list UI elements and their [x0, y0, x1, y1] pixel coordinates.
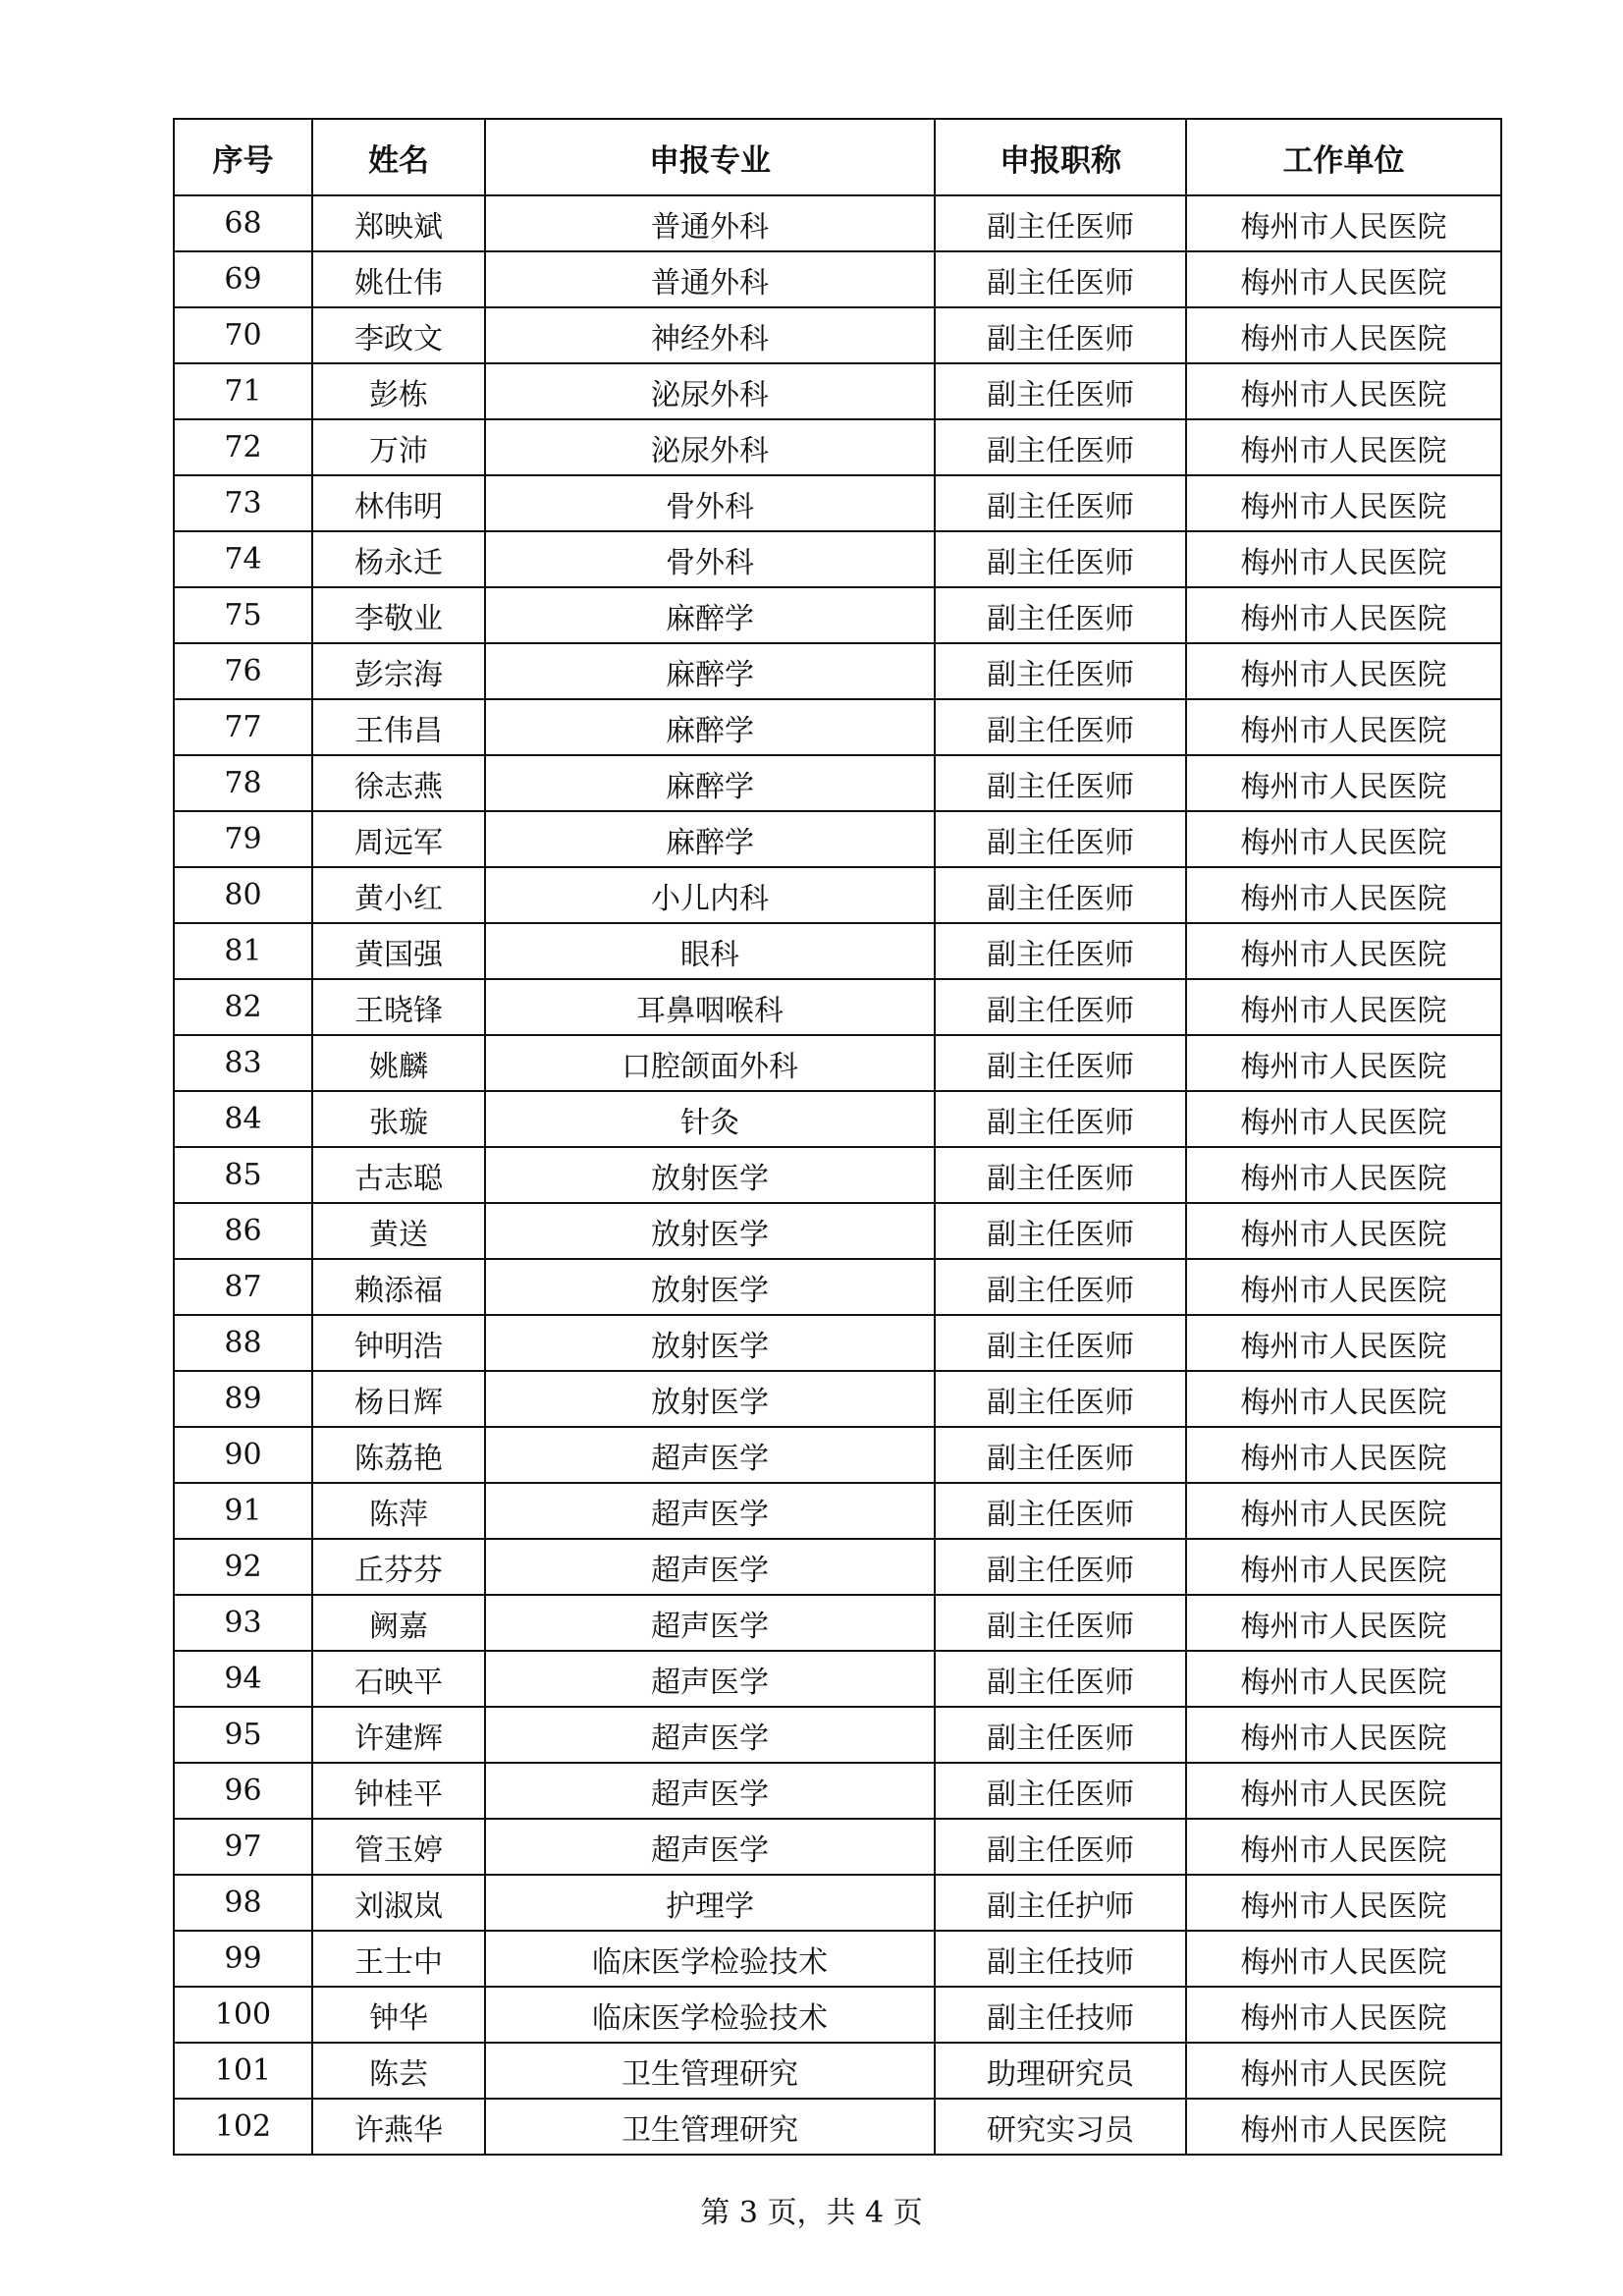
table-row	[174, 1315, 1501, 1371]
cell-name: 阙嘉	[312, 1595, 485, 1651]
table-row	[174, 195, 1501, 251]
cell-serial-number: 76	[174, 643, 312, 699]
cell-specialty: 临床医学检验技术	[485, 1931, 935, 1987]
table-row	[174, 1595, 1501, 1651]
cell-specialty: 泌尿外科	[485, 363, 935, 419]
cell-work-unit: 梅州市人民医院	[1186, 1539, 1501, 1595]
header-professional-title: 申报职称	[935, 119, 1186, 195]
cell-work-unit: 梅州市人民医院	[1186, 1035, 1501, 1091]
cell-name: 许建辉	[312, 1707, 485, 1763]
table-row	[174, 1035, 1501, 1091]
cell-specialty: 泌尿外科	[485, 419, 935, 475]
cell-professional-title: 副主任医师	[935, 1315, 1186, 1371]
table-row	[174, 1259, 1501, 1315]
cell-work-unit: 梅州市人民医院	[1186, 1819, 1501, 1875]
cell-name: 彭宗海	[312, 643, 485, 699]
cell-specialty: 麻醉学	[485, 811, 935, 867]
table-row	[174, 1875, 1501, 1931]
cell-professional-title: 副主任医师	[935, 811, 1186, 867]
cell-work-unit: 梅州市人民医院	[1186, 1651, 1501, 1707]
table-row	[174, 1371, 1501, 1427]
cell-work-unit: 梅州市人民医院	[1186, 195, 1501, 251]
cell-serial-number: 89	[174, 1371, 312, 1427]
cell-specialty: 超声医学	[485, 1483, 935, 1539]
table-row	[174, 643, 1501, 699]
cell-serial-number: 79	[174, 811, 312, 867]
cell-work-unit: 梅州市人民医院	[1186, 1315, 1501, 1371]
cell-work-unit: 梅州市人民医院	[1186, 1147, 1501, 1203]
cell-professional-title: 副主任医师	[935, 1483, 1186, 1539]
cell-professional-title: 副主任医师	[935, 307, 1186, 363]
cell-work-unit: 梅州市人民医院	[1186, 755, 1501, 811]
header-serial-number: 序号	[174, 119, 312, 195]
cell-work-unit: 梅州市人民医院	[1186, 1483, 1501, 1539]
cell-professional-title: 副主任医师	[935, 531, 1186, 587]
cell-specialty: 超声医学	[485, 1651, 935, 1707]
table-row	[174, 1987, 1501, 2043]
cell-work-unit: 梅州市人民医院	[1186, 475, 1501, 531]
cell-serial-number: 72	[174, 419, 312, 475]
cell-name: 杨永迁	[312, 531, 485, 587]
cell-specialty: 护理学	[485, 1875, 935, 1931]
cell-specialty: 普通外科	[485, 195, 935, 251]
cell-work-unit: 梅州市人民医院	[1186, 307, 1501, 363]
cell-name: 杨日辉	[312, 1371, 485, 1427]
table-row	[174, 1091, 1501, 1147]
cell-specialty: 超声医学	[485, 1539, 935, 1595]
cell-professional-title: 副主任医师	[935, 1427, 1186, 1483]
cell-serial-number: 99	[174, 1931, 312, 1987]
table-row	[174, 1763, 1501, 1819]
cell-work-unit: 梅州市人民医院	[1186, 1371, 1501, 1427]
cell-professional-title: 副主任医师	[935, 195, 1186, 251]
cell-professional-title: 助理研究员	[935, 2043, 1186, 2099]
cell-name: 万沛	[312, 419, 485, 475]
cell-professional-title: 副主任医师	[935, 867, 1186, 923]
cell-specialty: 骨外科	[485, 531, 935, 587]
cell-name: 石映平	[312, 1651, 485, 1707]
cell-serial-number: 91	[174, 1483, 312, 1539]
cell-serial-number: 80	[174, 867, 312, 923]
cell-specialty: 放射医学	[485, 1147, 935, 1203]
cell-specialty: 普通外科	[485, 251, 935, 307]
cell-serial-number: 82	[174, 979, 312, 1035]
cell-serial-number: 87	[174, 1259, 312, 1315]
table-row	[174, 1819, 1501, 1875]
table-row	[174, 1707, 1501, 1763]
cell-name: 钟华	[312, 1987, 485, 2043]
cell-work-unit: 梅州市人民医院	[1186, 251, 1501, 307]
cell-work-unit: 梅州市人民医院	[1186, 867, 1501, 923]
cell-serial-number: 83	[174, 1035, 312, 1091]
header-name: 姓名	[312, 119, 485, 195]
cell-specialty: 骨外科	[485, 475, 935, 531]
cell-serial-number: 69	[174, 251, 312, 307]
cell-work-unit: 梅州市人民医院	[1186, 1259, 1501, 1315]
cell-work-unit: 梅州市人民医院	[1186, 1875, 1501, 1931]
cell-work-unit: 梅州市人民医院	[1186, 1987, 1501, 2043]
cell-name: 钟桂平	[312, 1763, 485, 1819]
cell-name: 姚麟	[312, 1035, 485, 1091]
cell-specialty: 麻醉学	[485, 643, 935, 699]
cell-professional-title: 副主任医师	[935, 1819, 1186, 1875]
cell-professional-title: 副主任医师	[935, 1091, 1186, 1147]
cell-specialty: 放射医学	[485, 1259, 935, 1315]
cell-name: 陈荔艳	[312, 1427, 485, 1483]
cell-work-unit: 梅州市人民医院	[1186, 1707, 1501, 1763]
table-row	[174, 979, 1501, 1035]
cell-name: 黄小红	[312, 867, 485, 923]
table-row	[174, 699, 1501, 755]
cell-work-unit: 梅州市人民医院	[1186, 1091, 1501, 1147]
cell-name: 彭栋	[312, 363, 485, 419]
cell-serial-number: 81	[174, 923, 312, 979]
cell-specialty: 超声医学	[485, 1427, 935, 1483]
cell-professional-title: 副主任护师	[935, 1875, 1186, 1931]
cell-professional-title: 副主任医师	[935, 1147, 1186, 1203]
cell-specialty: 麻醉学	[485, 587, 935, 643]
header-work-unit: 工作单位	[1186, 119, 1501, 195]
cell-work-unit: 梅州市人民医院	[1186, 811, 1501, 867]
cell-serial-number: 86	[174, 1203, 312, 1259]
cell-specialty: 针灸	[485, 1091, 935, 1147]
cell-serial-number: 95	[174, 1707, 312, 1763]
cell-serial-number: 68	[174, 195, 312, 251]
table-row	[174, 251, 1501, 307]
cell-name: 王晓锋	[312, 979, 485, 1035]
table-row	[174, 755, 1501, 811]
table-row	[174, 2043, 1501, 2099]
cell-name: 姚仕伟	[312, 251, 485, 307]
cell-name: 钟明浩	[312, 1315, 485, 1371]
cell-work-unit: 梅州市人民医院	[1186, 2043, 1501, 2099]
cell-professional-title: 副主任医师	[935, 979, 1186, 1035]
applicant-table	[173, 118, 1502, 2156]
cell-professional-title: 副主任医师	[935, 1203, 1186, 1259]
cell-serial-number: 94	[174, 1651, 312, 1707]
cell-specialty: 神经外科	[485, 307, 935, 363]
cell-name: 古志聪	[312, 1147, 485, 1203]
table-row	[174, 1427, 1501, 1483]
cell-work-unit: 梅州市人民医院	[1186, 1203, 1501, 1259]
cell-serial-number: 77	[174, 699, 312, 755]
table-row	[174, 419, 1501, 475]
cell-specialty: 口腔颌面外科	[485, 1035, 935, 1091]
cell-work-unit: 梅州市人民医院	[1186, 1763, 1501, 1819]
cell-specialty: 卫生管理研究	[485, 2099, 935, 2155]
cell-name: 赖添福	[312, 1259, 485, 1315]
table-row	[174, 1651, 1501, 1707]
cell-professional-title: 副主任医师	[935, 1595, 1186, 1651]
cell-serial-number: 73	[174, 475, 312, 531]
cell-serial-number: 96	[174, 1763, 312, 1819]
cell-specialty: 超声医学	[485, 1763, 935, 1819]
cell-serial-number: 100	[174, 1987, 312, 2043]
cell-specialty: 麻醉学	[485, 699, 935, 755]
cell-professional-title: 副主任医师	[935, 1371, 1186, 1427]
cell-name: 周远军	[312, 811, 485, 867]
table-row	[174, 2099, 1501, 2155]
cell-professional-title: 副主任医师	[935, 475, 1186, 531]
cell-name: 李政文	[312, 307, 485, 363]
cell-work-unit: 梅州市人民医院	[1186, 699, 1501, 755]
cell-professional-title: 副主任医师	[935, 1763, 1186, 1819]
cell-serial-number: 85	[174, 1147, 312, 1203]
cell-work-unit: 梅州市人民医院	[1186, 531, 1501, 587]
cell-professional-title: 副主任医师	[935, 363, 1186, 419]
cell-professional-title: 副主任医师	[935, 923, 1186, 979]
cell-work-unit: 梅州市人民医院	[1186, 419, 1501, 475]
cell-serial-number: 78	[174, 755, 312, 811]
cell-professional-title: 副主任医师	[935, 1707, 1186, 1763]
cell-name: 黄送	[312, 1203, 485, 1259]
cell-name: 郑映斌	[312, 195, 485, 251]
table-row	[174, 1147, 1501, 1203]
cell-name: 刘淑岚	[312, 1875, 485, 1931]
cell-professional-title: 副主任技师	[935, 1987, 1186, 2043]
cell-name: 陈萍	[312, 1483, 485, 1539]
cell-serial-number: 97	[174, 1819, 312, 1875]
table-body	[174, 195, 1501, 2155]
table-row	[174, 867, 1501, 923]
cell-specialty: 临床医学检验技术	[485, 1987, 935, 2043]
header-row	[174, 119, 1501, 195]
cell-name: 黄国强	[312, 923, 485, 979]
table-row	[174, 811, 1501, 867]
cell-work-unit: 梅州市人民医院	[1186, 923, 1501, 979]
table-row	[174, 475, 1501, 531]
cell-specialty: 超声医学	[485, 1595, 935, 1651]
table-row	[174, 923, 1501, 979]
cell-serial-number: 92	[174, 1539, 312, 1595]
cell-name: 林伟明	[312, 475, 485, 531]
header-specialty: 申报专业	[485, 119, 935, 195]
cell-specialty: 超声医学	[485, 1707, 935, 1763]
cell-specialty: 放射医学	[485, 1315, 935, 1371]
cell-professional-title: 副主任医师	[935, 419, 1186, 475]
page-number-footer: 第 3 页，共 4 页	[700, 2196, 923, 2230]
cell-specialty: 放射医学	[485, 1371, 935, 1427]
table-row	[174, 1203, 1501, 1259]
cell-professional-title: 副主任医师	[935, 643, 1186, 699]
cell-specialty: 小儿内科	[485, 867, 935, 923]
cell-serial-number: 102	[174, 2099, 312, 2155]
cell-specialty: 眼科	[485, 923, 935, 979]
cell-specialty: 超声医学	[485, 1819, 935, 1875]
cell-serial-number: 71	[174, 363, 312, 419]
table-row	[174, 531, 1501, 587]
cell-professional-title: 副主任医师	[935, 251, 1186, 307]
cell-name: 陈芸	[312, 2043, 485, 2099]
cell-work-unit: 梅州市人民医院	[1186, 1931, 1501, 1987]
cell-name: 丘芬芬	[312, 1539, 485, 1595]
cell-professional-title: 研究实习员	[935, 2099, 1186, 2155]
cell-serial-number: 84	[174, 1091, 312, 1147]
table-row	[174, 587, 1501, 643]
cell-name: 李敬业	[312, 587, 485, 643]
cell-serial-number: 98	[174, 1875, 312, 1931]
cell-serial-number: 93	[174, 1595, 312, 1651]
cell-name: 王伟昌	[312, 699, 485, 755]
cell-serial-number: 75	[174, 587, 312, 643]
cell-name: 许燕华	[312, 2099, 485, 2155]
cell-work-unit: 梅州市人民医院	[1186, 643, 1501, 699]
cell-work-unit: 梅州市人民医院	[1186, 1595, 1501, 1651]
cell-work-unit: 梅州市人民医院	[1186, 363, 1501, 419]
cell-name: 王士中	[312, 1931, 485, 1987]
table-row	[174, 307, 1501, 363]
cell-serial-number: 74	[174, 531, 312, 587]
cell-serial-number: 70	[174, 307, 312, 363]
cell-professional-title: 副主任技师	[935, 1931, 1186, 1987]
cell-professional-title: 副主任医师	[935, 1259, 1186, 1315]
cell-professional-title: 副主任医师	[935, 1035, 1186, 1091]
table-header	[174, 119, 1501, 195]
cell-name: 管玉婷	[312, 1819, 485, 1875]
cell-serial-number: 101	[174, 2043, 312, 2099]
cell-work-unit: 梅州市人民医院	[1186, 587, 1501, 643]
cell-work-unit: 梅州市人民医院	[1186, 979, 1501, 1035]
cell-specialty: 麻醉学	[485, 755, 935, 811]
cell-name: 徐志燕	[312, 755, 485, 811]
cell-serial-number: 88	[174, 1315, 312, 1371]
cell-professional-title: 副主任医师	[935, 1539, 1186, 1595]
cell-professional-title: 副主任医师	[935, 755, 1186, 811]
table-row	[174, 1539, 1501, 1595]
cell-work-unit: 梅州市人民医院	[1186, 2099, 1501, 2155]
cell-name: 张璇	[312, 1091, 485, 1147]
table-row	[174, 1931, 1501, 1987]
cell-specialty: 放射医学	[485, 1203, 935, 1259]
table-row	[174, 363, 1501, 419]
cell-serial-number: 90	[174, 1427, 312, 1483]
table-row	[174, 1483, 1501, 1539]
cell-professional-title: 副主任医师	[935, 1651, 1186, 1707]
cell-specialty: 卫生管理研究	[485, 2043, 935, 2099]
cell-specialty: 耳鼻咽喉科	[485, 979, 935, 1035]
cell-work-unit: 梅州市人民医院	[1186, 1427, 1501, 1483]
cell-professional-title: 副主任医师	[935, 587, 1186, 643]
cell-professional-title: 副主任医师	[935, 699, 1186, 755]
